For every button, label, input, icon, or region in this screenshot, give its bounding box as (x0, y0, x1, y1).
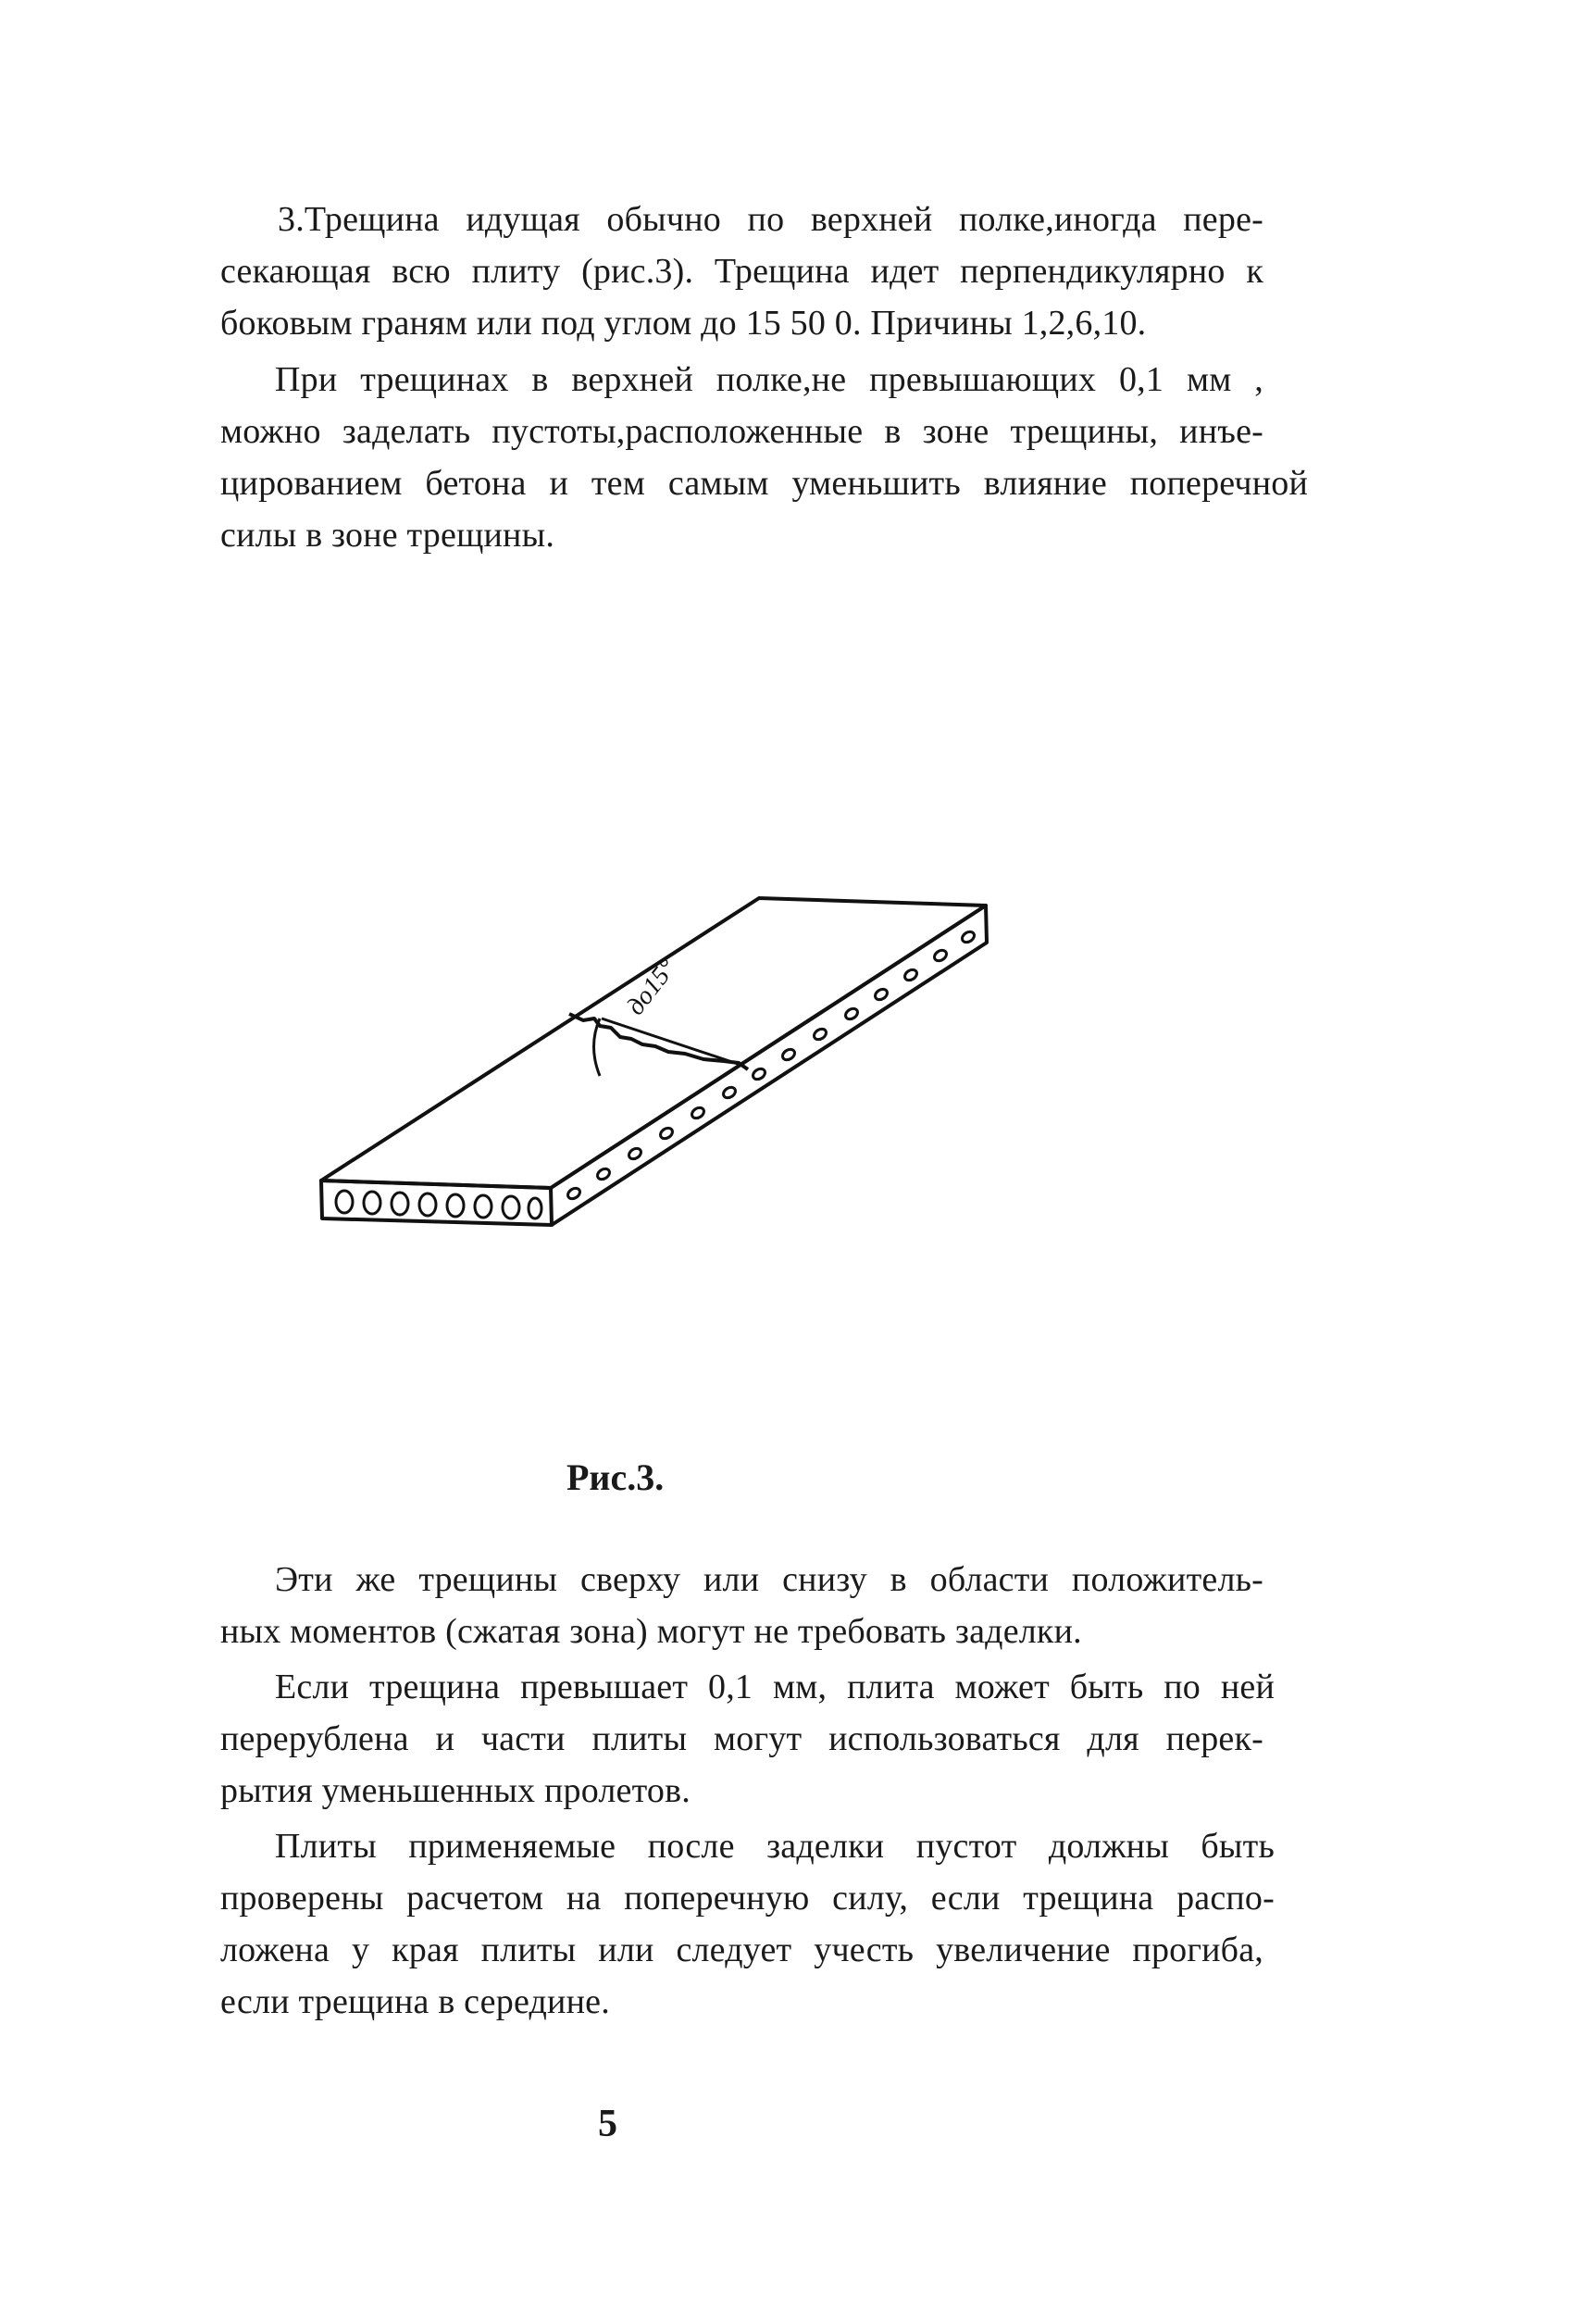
paragraph-4-line-3: рытия уменьшенных пролетов. (220, 1771, 691, 1810)
paragraph-3-line-2: ных моментов (сжатая зона) могут не требовать заделки. (220, 1612, 1082, 1651)
paragraph-2-line-3: цированием бетона и тем самым уменьшить влияние поперечной (220, 464, 1308, 503)
page-number: 5 (598, 2103, 617, 2145)
paragraph-5-line-1: Плиты применяемые после заделки пустот должны быть (275, 1827, 1275, 1866)
slab-side-face (551, 906, 987, 1225)
figure-caption: Рис.3. (566, 1456, 665, 1498)
paragraph-4-line-1: Если трещина превышает 0,1 мм, плита может быть по ней (275, 1668, 1275, 1706)
angle-reference-line (602, 1018, 740, 1065)
paragraph-4-line-2: перерублена и части плиты могут использоваться для перек- (220, 1719, 1263, 1758)
paragraph-1-line-1: 3.Трещина идущая обычно по верхней полке,иногда пере- (278, 200, 1263, 239)
paragraph-2-line-1: При трещинах в верхней полке,не превышающих 0,1 мм , (275, 360, 1263, 399)
side-face-holes (566, 930, 976, 1201)
paragraph-3-line-1: Эти же трещины сверху или снизу в области положитель- (275, 1560, 1263, 1599)
slab-top-face (321, 898, 986, 1188)
angle-label: до15° (621, 954, 682, 1021)
paragraph-5-line-3: ложена у края плиты или следует учесть увеличение прогиба, (220, 1930, 1263, 1969)
paragraph-5-line-4: если трещина в середине. (220, 1982, 610, 2021)
paragraph-1-line-2: секающая всю плиту (рис.3). Трещина идет перпендикулярно к (220, 252, 1263, 291)
end-face-holes (336, 1191, 541, 1218)
paragraph-1-line-3: боковым граням или под углом до 15 50 0. Причины 1,2,6,10. (220, 304, 1147, 343)
paragraph-5-line-2: проверены расчетом на поперечную силу, если трещина распо- (220, 1879, 1275, 1918)
paragraph-2-line-2: можно заделать пустоты,расположенные в зоне трещины, инъе- (220, 412, 1263, 451)
paragraph-2-line-4: силы в зоне трещины. (220, 516, 555, 555)
slab-figure (305, 880, 1009, 1250)
